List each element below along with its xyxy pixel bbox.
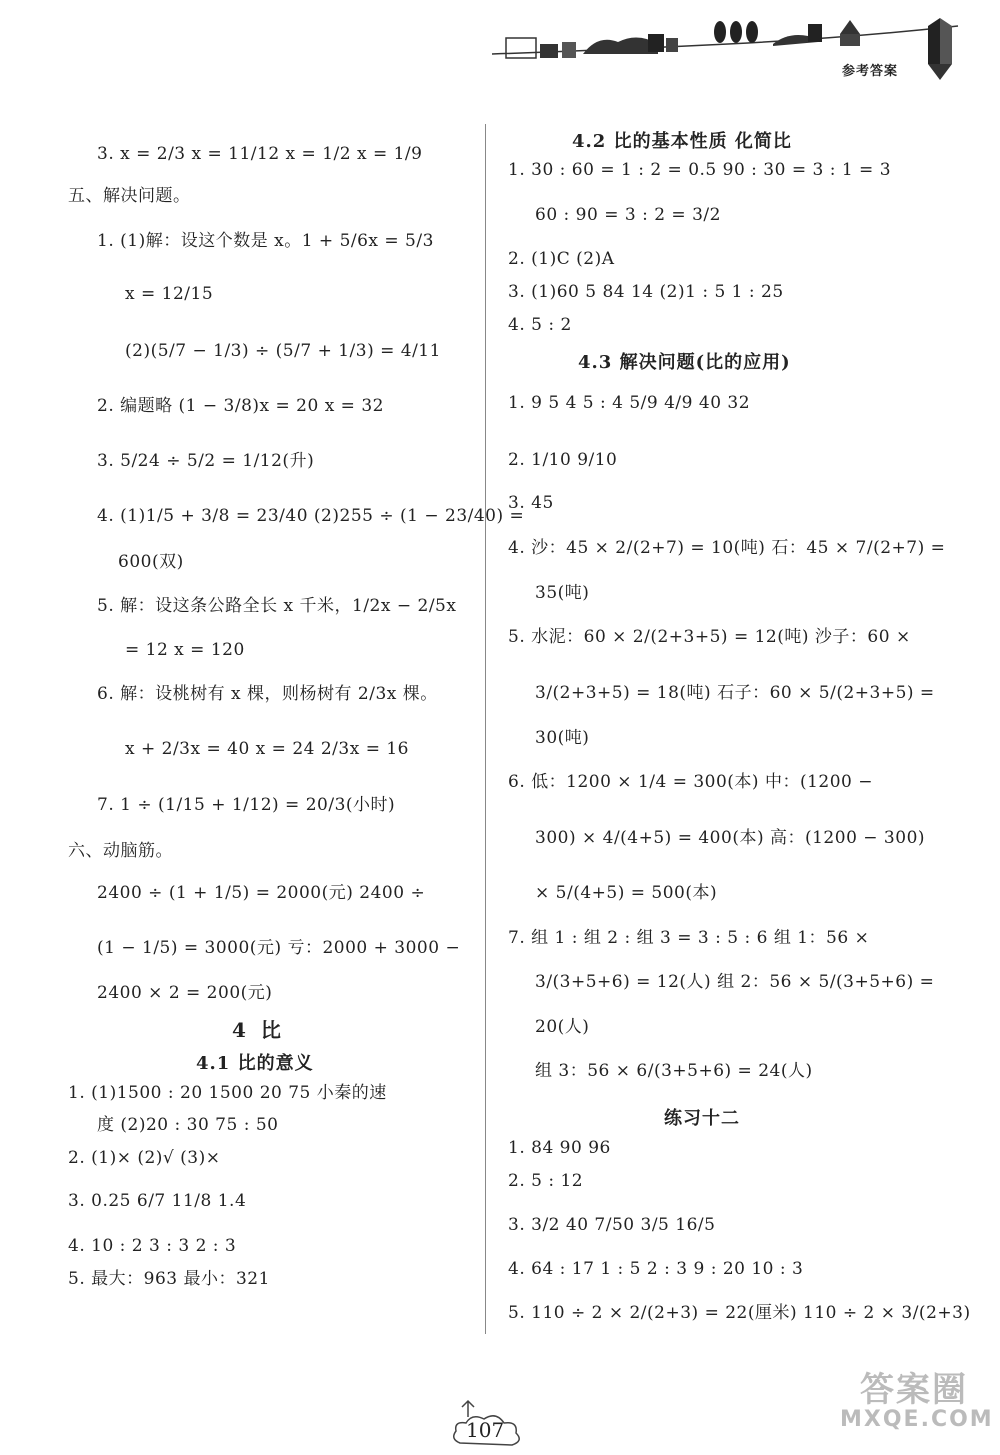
answer-line: 2400 × 2 = 200(元) [97, 983, 273, 1003]
section-heading: 五、解决问题。 [68, 186, 191, 206]
answer-line: 2. 编题略 (1 − 3/8)x = 20 x = 32 [97, 396, 384, 416]
answer-line: (1 − 1/5) = 3000(元) 亏：2000 + 3000 − [97, 938, 461, 958]
answer-line: 5. 水泥：60 × 2/(2+3+5) = 12(吨) 沙子：60 × [508, 627, 911, 647]
watermark-logo: 答案圈 MXQE.COM [840, 1370, 994, 1432]
answer-line: 300) × 4/(4+5) = 400(本) 高：(1200 − 300) [535, 828, 926, 848]
answer-line: 6. 低：1200 × 1/4 = 300(本) 中：(1200 − [508, 772, 874, 792]
answer-line: 2. 1/10 9/10 [508, 450, 618, 470]
answer-line: 35(吨) [535, 583, 590, 603]
answer-line: 1. 30 : 60 = 1 : 2 = 0.5 90 : 30 = 3 : 1 = 3 [508, 160, 892, 180]
answer-line: 3. (1)60 5 84 14 (2)1 : 5 1 : 25 [508, 282, 784, 302]
answer-line: 3/(2+3+5) = 18(吨) 石子：60 × 5/(2+3+5) = [535, 683, 935, 703]
answer-line: 3. x = 2/3 x = 11/12 x = 1/2 x = 1/9 [97, 144, 423, 164]
section-heading: 六、动脑筋。 [68, 841, 173, 861]
answer-line: 4. 10 : 2 3 : 3 2 : 3 [68, 1236, 237, 1256]
column-divider [485, 124, 486, 1334]
answer-line: 6. 解：设桃树有 x 棵，则杨树有 2/3x 棵。 [97, 684, 438, 704]
answer-line: 1. 84 90 96 [508, 1138, 611, 1158]
chapter-title: 4 比 [232, 1018, 285, 1042]
answer-line: 度 (2)20 : 30 75 : 50 [97, 1115, 279, 1135]
answer-line: 1. 9 5 4 5 : 4 5/9 4/9 40 32 [508, 393, 751, 413]
answer-line: (2)(5/7 − 1/3) ÷ (5/7 + 1/3) = 4/11 [125, 341, 441, 361]
answer-line: 3/(3+5+6) = 12(人) 组 2：56 × 5/(3+5+6) = [535, 972, 935, 992]
answer-line: 3. 3/2 40 7/50 3/5 16/5 [508, 1215, 716, 1235]
answer-line: 3. 5/24 ÷ 5/2 = 1/12(升) [97, 451, 315, 471]
header-town-illustration [488, 14, 966, 94]
answer-line: 4. 64 : 17 1 : 5 2 : 3 9 : 20 10 : 3 [508, 1259, 804, 1279]
answer-line: 30(吨) [535, 728, 590, 748]
header-label: 参考答案 [842, 64, 899, 79]
answer-line: 组 3：56 × 6/(3+5+6) = 24(人) [535, 1061, 813, 1081]
answer-line: 3. 45 [508, 493, 554, 513]
answer-line: 20(人) [535, 1017, 590, 1037]
section-title: 4.3 解决问题(比的应用) [578, 352, 791, 373]
section-title: 4.1 比的意义 [196, 1053, 314, 1074]
answer-line: 3. 0.25 6/7 11/8 1.4 [68, 1191, 247, 1211]
answer-line: 4. (1)1/5 + 3/8 = 23/40 (2)255 ÷ (1 − 23/40) = [97, 506, 525, 526]
answer-line: x + 2/3x = 40 x = 24 2/3x = 16 [125, 739, 409, 759]
answer-line: 5. 解：设这条公路全长 x 千米，1/2x − 2/5x [97, 596, 457, 616]
answer-line: 7. 组 1 : 组 2 : 组 3 = 3 : 5 : 6 组 1：56 × [508, 928, 870, 948]
answer-line: 600(双) [118, 552, 184, 572]
answer-line: 60 : 90 = 3 : 2 = 3/2 [535, 205, 721, 225]
answer-line: 1. (1)1500 : 20 1500 20 75 小秦的速 [68, 1083, 387, 1103]
answer-line: 7. 1 ÷ (1/15 + 1/12) = 20/3(小时) [97, 795, 396, 815]
answer-line: 5. 110 ÷ 2 × 2/(2+3) = 22(厘米) 110 ÷ 2 × 3/(2+3) [508, 1303, 971, 1323]
answer-line: = 12 x = 120 [125, 640, 245, 660]
answer-line: 2. (1)× (2)√ (3)× [68, 1148, 221, 1168]
answer-line: 2400 ÷ (1 + 1/5) = 2000(元) 2400 ÷ [97, 883, 426, 903]
answer-line: 1. (1)解：设这个数是 x。1 + 5/6x = 5/3 [97, 231, 434, 251]
page-number: 107 [466, 1418, 505, 1442]
answer-line: 2. (1)C (2)A [508, 249, 615, 269]
answer-line: x = 12/15 [125, 284, 214, 304]
section-title: 练习十二 [664, 1108, 740, 1129]
section-title: 4.2 比的基本性质 化简比 [572, 131, 792, 152]
answer-line: 4. 5 : 2 [508, 315, 572, 335]
answer-line: × 5/(4+5) = 500(本) [535, 883, 718, 903]
answer-line: 4. 沙：45 × 2/(2+7) = 10(吨) 石：45 × 7/(2+7) = [508, 538, 946, 558]
answer-line: 5. 最大：963 最小：321 [68, 1269, 270, 1289]
answer-line: 2. 5 : 12 [508, 1171, 584, 1191]
